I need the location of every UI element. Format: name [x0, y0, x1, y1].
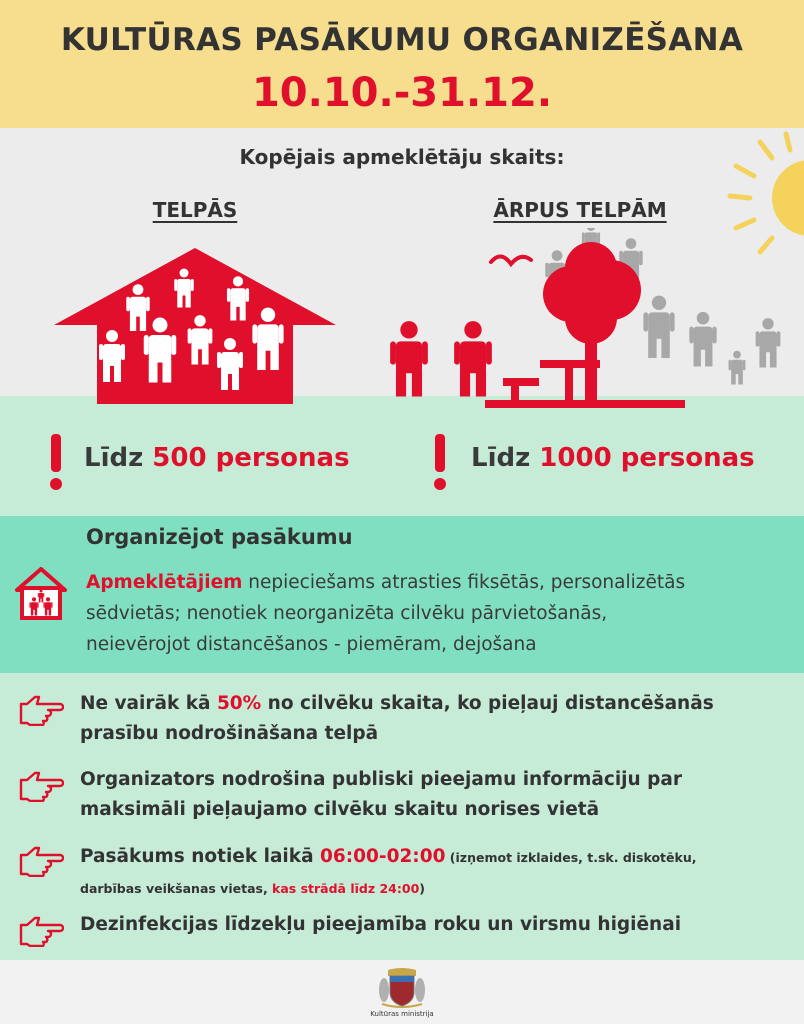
pointing-hand-icon [18, 845, 64, 877]
header-banner [0, 0, 804, 128]
rule-capacity: Ne vairāk kā 50% no cilvēku skaita, ko pieļauj distancēšanās prasību nodrošināšana telpā [80, 693, 714, 744]
outdoor-label: ĀRPUS TELPĀM [493, 198, 667, 222]
coat-of-arms-icon [378, 966, 426, 1008]
rule-information: Organizators nodrošina publiski pieejamu informāciju par maksimāli pieļaujamo cilvēku skaitu norises vietā [80, 769, 682, 820]
total-visitors-label: Kopējais apmeklētāju skaits: [239, 145, 565, 169]
house-illustration [50, 240, 340, 410]
organizing-title: Organizējot pasākumu [86, 525, 353, 549]
exclamation-icon [430, 432, 450, 492]
pointing-hand-icon [18, 770, 64, 802]
page-title: KULTŪRAS PASĀKUMU ORGANIZĒŠANA [60, 22, 744, 58]
date-range: 10.10.-31.12. [251, 70, 553, 116]
ministry-name: Kultūras ministrija [370, 1010, 434, 1018]
rule-hours: Pasākums notiek laikā 06:00-02:00 (izņemot izklaides, t.sk. diskotēku, darbības veikšanas vietas, kas strādā līdz 24:00) [80, 846, 697, 896]
bird-icon [491, 256, 531, 264]
home-people-icon [14, 566, 68, 622]
exclamation-icon [46, 432, 66, 492]
rule-disinfection: Dezinfekcijas līdzekļu pieejamība roku un virsmu higiēnai [80, 914, 682, 935]
pointing-hand-icon [18, 694, 64, 726]
indoor-limit: Līdz 500 personas [84, 443, 350, 473]
pointing-hand-icon [18, 915, 64, 947]
outdoor-illustration [385, 228, 785, 413]
outdoor-limit: Līdz 1000 personas [471, 443, 755, 473]
indoor-label: TELPĀS [152, 198, 238, 222]
organizing-text: Apmeklētājiem nepieciešams atrasties fiksētās, personalizētās sēdvietās; nenotiek neorganizēta cilvēku pārvietošanās, neievērojot distancēšanos - piemēram, dejošana [86, 572, 686, 655]
